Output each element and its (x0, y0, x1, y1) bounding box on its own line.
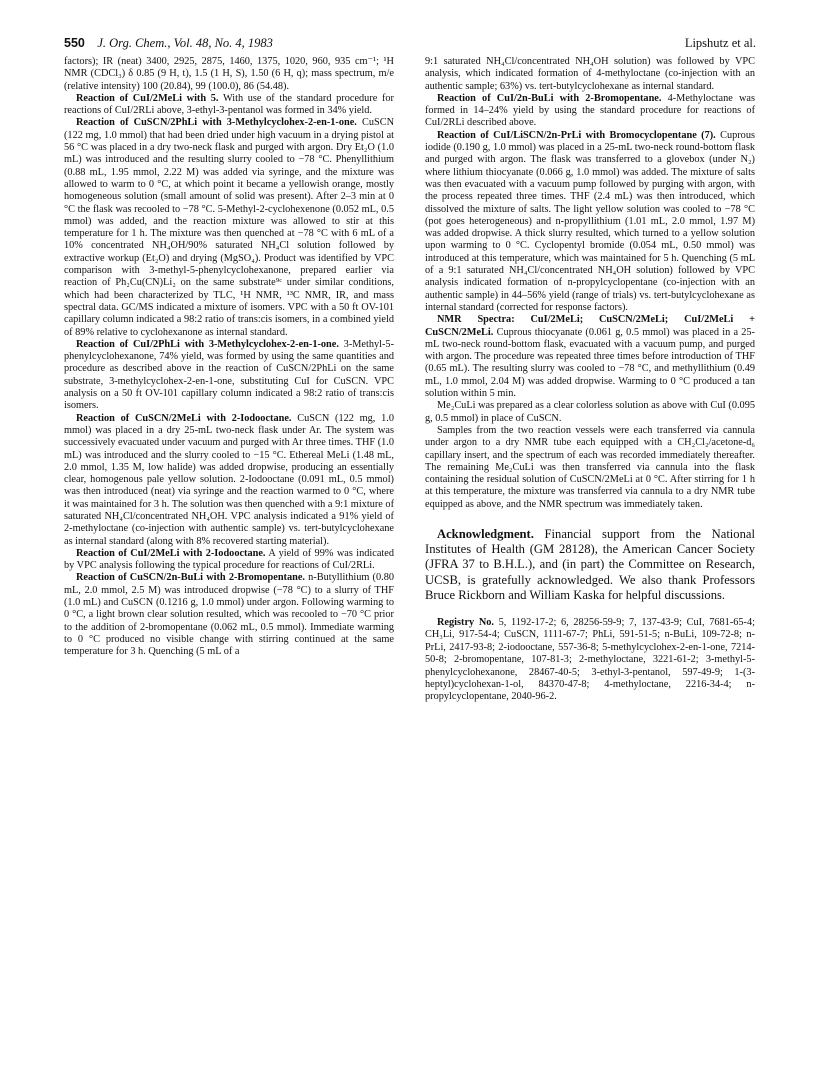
paragraph-cui-2meli-iodooctane (64, 548, 394, 573)
section-heading: Reaction of CuSCN/2MeLi with 2-Iodooctane. (76, 412, 292, 424)
running-header (64, 36, 756, 54)
paragraph-samples: Samples from the two reaction vessels were each transferred via cannula under argon to a dry NMR tube each equipped with a CH₂Cl₂/acetone-d₆ capillary insert, and the spectrum of each was recorded immediately thereafter. The remaining Me₂CuLi was then transferred via cannula into the flask containing the residual solution of CuSCN/2MeLi at 0 °C. After stirring for 1 h at this temperature, the mixture was transferred via cannula to a dry NMR tube equipped as above, and the NMR spectrum was immediately taken. (425, 424, 755, 510)
left-column (64, 56, 394, 659)
paragraph-body: Cuprous iodide (0.190 g, 1.0 mmol) was placed in a 25-mL two-neck round-bottom flask and purged with argon. The flask was transferred to a glovebox (under N₂) where lithium thiocyanate (0.066 g, 1.0 mmol) was added. The mixture of salts was then evacuated with a vacuum pump followed by purging with argon, with the process repeated three times. THF (2.4 mL) was then introduced, which dissolved the mixture of salts. The light yellow solution was cooled to −78 °C (pot goes heterogeneous) and n-propyllithium (1.01 mL, 2.0 mmol, 1.97 M) was added dropwise. A thick slurry resulted, which turned to a yellow solution upon warming to 0 °C. Cyclopentyl bromide (0.054 mL, 0.50 mmol) was introduced at this temperature, which was maintained for 5 h. Quenching (5 mL of a 9:1 saturated NH₄Cl/concentrated NH₄OH solution) followed by VPC analysis indicated formation of n-propylcyclopentane (co-injection with an authentic sample) in 44–56% yield (range of trials) vs. tert-butylcyclohexane as internal standard (corrected for response factors). (425, 129, 755, 313)
paragraph-cuscn-2phli (64, 117, 394, 338)
paragraph-body: With use of the standard procedure for reactions of CuI/2RLi above, 3-ethyl-3-pentanol was formed in 34% yield. (64, 92, 394, 117)
section-heading: NMR Spectra: CuI/2MeLi; CuSCN/2MeLi; CuI/2MeLi + CuSCN/2MeLi. (425, 314, 755, 338)
page-number: 550 (64, 36, 85, 50)
paragraph-cuscn-2buli-bromopentane (64, 572, 394, 658)
section-heading: Reaction of CuI/LiSCN/2n-PrLi with Bromocyclopentane (7). (437, 129, 716, 141)
section-heading: Reaction of CuI/2n-BuLi with 2-Bromopentane. (437, 92, 662, 104)
registry-body: 5, 1192-17-2; 6, 28256-59-9; 7, 137-43-9; CuI, 7681-65-4; CH₃Li, 917-54-4; CuSCN, 1111-67-7; PhLi, 591-51-5; n-BuLi, 109-72-8; n-PrLi, 2417-93-8; 2-iodooctane, 557-36-8; 5-methylcyclohex-2-en-1-one, 7214-50-8; 2-bromopentane, 107-81-3; 2-methyloctane, 3221-61-2; 3-methyl-5-phenylcyclohexanone, 28467-40-5; 3-ethyl-3-pentanol, 597-49-9; 1-(3-heptyl)cyclohexan-1-ol, 84370-47-8; 4-methyloctane, 2216-34-4; n-propylcyclopentane, 2040-96-2. (425, 617, 755, 703)
paragraph-continued: 9:1 saturated NH₄Cl/concentrated NH₄OH solution) was followed by VPC analysis, which indicated formation of 4-methyloctane (co-injection with an authentic sample; 63%) vs. tert-butylcyclohexane as internal standard. (425, 56, 755, 92)
right-column (425, 56, 755, 704)
paragraph-cui-2phli (64, 339, 394, 413)
paragraph-body: 4-Methyloctane was formed in 14–24% yield by using the standard procedure for reactions of CuI/2RLi described above. (425, 92, 755, 129)
paragraph-body: 3-Methyl-5-phenylcyclohexanone, 74% yield, was formed by using the same quantities and procedure as described above in the reaction of CuSCN/2PhLi on the same substrate, 3-methylcyclohex-2-en-1-one, substituting CuI for CuSCN. VPC analysis on a 50 ft OV-101 capillary column indicated a 98:2 ratio of trans:cis isomers. (64, 338, 394, 412)
section-heading: Reaction of CuSCN/2PhLi with 3-Methylcyclohex-2-en-1-one. (76, 117, 357, 129)
paragraph-cui-liscn-prli (425, 130, 755, 314)
paragraph-body: CuSCN (122 mg, 1.0 mmol) was placed in a dry 25-mL two-neck flask under Ar. The system was successively evacuated under vacuum and purged with Ar three times. THF (1.0 mL) was introduced and the slurry cooled to −15 °C. Ethereal MeLi (1.48 mL, 2.0 mmol, 1.35 M, low halide) was added dropwise, producing an essentially clear, homogenous pale yellow solution. 2-Iodooctane (0.091 mL, 0.5 mmol) was then introduced (neat) via syringe and the reaction warmed to 0 °C, where it was maintained for 3 h. The solution was then quenched with a 9:1 mixture of saturated NH₄Cl/concentrated NH₄OH. VPC analysis indicated a 91% yield of 2-methyloctane (co-injection with authentic sample) vs. tert-butylcyclohexane as internal standard (along with 8% recovered starting material). (64, 412, 395, 547)
paragraph-cuscn-2meli-iodooctane (64, 413, 394, 548)
journal-citation: J. Org. Chem., Vol. 48, No. 4, 1983 (97, 36, 273, 50)
section-heading: Reaction of CuI/2PhLi with 3-Methylcyclohex-2-en-1-one. (76, 338, 339, 350)
header-authors: Lipshutz et al. (684, 36, 756, 50)
section-heading: Reaction of CuI/2MeLi with 5. (76, 92, 219, 104)
paragraph-me2culi: Me₂CuLi was prepared as a clear colorless solution as above with CuI (0.095 g, 0.5 mmol) in place of CuSCN. (425, 400, 755, 424)
paragraph-spectral-data: factors); IR (neat) 3400, 2925, 2875, 1460, 1375, 1020, 960, 935 cm⁻¹; ¹H NMR (CDCl₃) δ 0.85 (9 H, t), 1.5 (1 H, S), 1.50 (6 H, q); mass spectrum, m/e (relative intensity) 100 (20.84), 99 (100.0), 86 (54.48). (64, 56, 394, 92)
acknowledgment (425, 527, 755, 603)
header-spacer (88, 36, 94, 50)
paragraph-cui-2buli-bromopentane (425, 93, 755, 130)
registry-heading: Registry No. (437, 617, 494, 628)
paragraph-body: n-Butyllithium (0.80 mL, 2.0 mmol, 2.5 M) was introduced dropwise (−78 °C) to a slurry of THF (1.0 mL) and CuSCN (0.1216 g, 1.0 mmol) under argon. Following warming to 0 °C, a light brown clear solution resulted, which was recooled to −70 °C prior to the addition of 2-bromopentane (0.062 mL, 0.5 mmol). Immediate warming to 0 °C produced no visible change with stirring continued at the same temperature for 3 h. Quenching (5 mL of a (64, 572, 394, 658)
section-heading: Reaction of CuSCN/2n-BuLi with 2-Bromopentane. (76, 572, 305, 584)
acknowledgment-heading: Acknowledgment. (437, 526, 534, 541)
header-left (64, 36, 273, 51)
paragraph-body: Cuprous thiocyanate (0.061 g, 0.5 mmol) was placed in a 25-mL two-neck round-bottom flask, evacuated with a vacuum pump, and purged with argon. The procedure was repeated three times before introduction of THF (0.65 mL). The resulting slurry was cooled to −78 °C, and methyllithium (0.49 mL, 1.0 mmol, 2.04 M) was added dropwise. Warming to 0 °C produced a tan solution within 5 min. (425, 326, 755, 400)
paragraph-body: A yield of 99% was indicated by VPC analysis following the typical procedure for reactions of CuI/2RLi. (64, 547, 394, 572)
paragraph-body: CuSCN (122 mg, 1.0 mmol) that had been dried under high vacuum in a drying pistol at 56 °C was placed in a dry two-neck flask and purged with argon. Dry Et₂O (1.0 mL) was introduced and the resulting slurry cooled to −78 °C. Phenyllithium (0.88 mL, 1.95 mmol, 2.22 M) was added via syringe, and the mixture was allowed to warm to 0 °C, at which point it became a yellowish orange, mostly homogeneous solution (small amount of solid was present). After 2–3 min at 0 °C the flask was recooled to −78 °C. 5-Methyl-2-cyclohexenone (0.052 mL, 0.5 mmol) was added, and the reaction mixture was allowed to stir at this temperature for 1 h. The mixture was then quenched at −78 °C with 6 mL of a 10% concentrated NH₄OH/90% saturated NH₄Cl solution followed by extractive workup (Et₂O) and drying (MgSO₄). Product was identified by VPC comparison with 3-methyl-5-phenylcyclohexanone, prepared earlier via reaction of Ph₂Cu(CN)Li₂ on the same substrate⁹ᶜ under similar conditions, which had been characterized by TLC, ¹H NMR, ¹³C NMR, IR, and mass spectral data. GC/MS indicated a mixture of isomers. VPC with a 50 ft OV-101 capillary column indicated a 98:2 ratio of trans:cis isomers, in a combined yield of 89% relative to cyclohexanone as internal standard. (64, 117, 395, 338)
registry-numbers (425, 617, 755, 704)
acknowledgment-body: Financial support from the National Institutes of Health (GM 28128), the American Cancer Society (JFRA 37 to B.H.L.), and (in part) the Committee on Research, UCSB, is gratefully acknowledged. We also thank Professors Bruce Rickborn and William Kaska for helpful discussions. (425, 526, 755, 602)
paragraph-cui-2meli-5 (64, 93, 394, 118)
section-heading: Reaction of CuI/2MeLi with 2-Iodooctane. (76, 547, 266, 559)
paragraph-nmr-spectra (425, 314, 755, 400)
